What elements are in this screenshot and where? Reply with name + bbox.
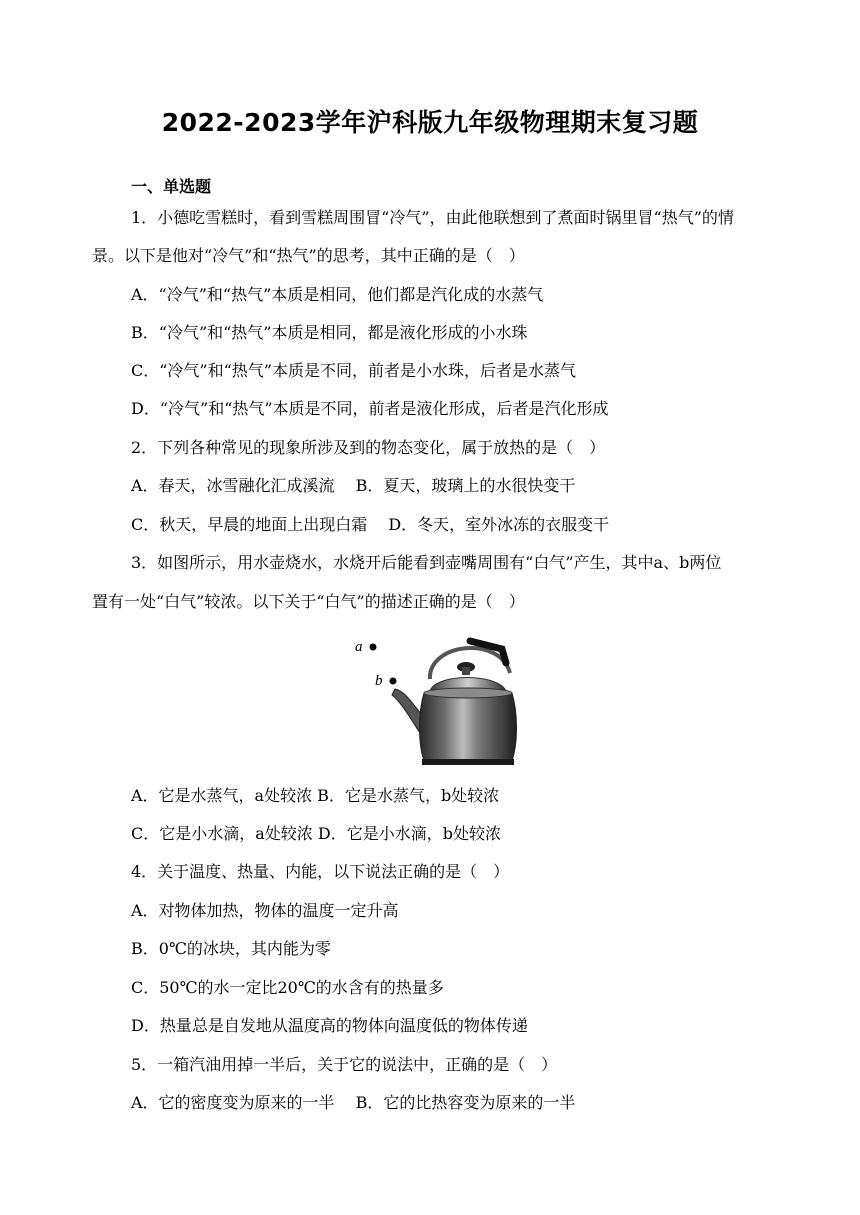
label-a: a (355, 639, 363, 655)
q3-stem-line2: 置有一处“白气”较浓。以下关于“白气”的描述正确的是（ ） (92, 592, 525, 611)
q5-stem: 5．一箱汽油用掉一半后，关于它的说法中，正确的是（ ） (131, 1055, 558, 1074)
kettle-figure (350, 633, 520, 768)
q1-stem-line2: 景。以下是他对“冷气”和“热气”的思考，其中正确的是（ ） (92, 246, 525, 265)
q1-option-b: B．“冷气”和“热气”本质是相同，都是液化形成的小水珠 (131, 323, 528, 342)
q2-options-ab: A．春天，冰雪融化汇成溪流 B．夏天，玻璃上的水很快变干 (131, 476, 576, 495)
q4-option-c: C．50℃的水一定比20℃的水含有的热量多 (131, 978, 444, 997)
q4-stem: 4．关于温度、热量、内能，以下说法正确的是（ ） (131, 862, 510, 881)
label-b: b (375, 673, 383, 689)
point-b-dot (390, 678, 397, 685)
point-a-dot (370, 644, 377, 651)
q4-option-d: D．热量总是自发地从温度高的物体向温度低的物体传递 (131, 1016, 528, 1035)
q4-option-b: B．0℃的冰块，其内能为零 (131, 939, 331, 958)
q5-options-ab: A．它的密度变为原来的一半 B．它的比热容变为原来的一半 (131, 1093, 576, 1112)
page-title: 2022-2023学年沪科版九年级物理期末复习题 (161, 108, 699, 137)
kettle-illustration (350, 633, 520, 768)
q1-stem-line1: 1．小德吃雪糕时，看到雪糕周围冒“冷气”，由此他联想到了煮面时锅里冒“热气”的情 (131, 208, 734, 227)
q3-stem-line1: 3．如图所示，用水壶烧水，水烧开后能看到壶嘴周围有“白气”产生，其中a、b两位 (131, 553, 722, 572)
q3-options-ab: A．它是水蒸气，a处较浓 B．它是水蒸气，b处较浓 (131, 786, 500, 805)
q4-option-a: A．对物体加热，物体的温度一定升高 (131, 901, 399, 920)
q1-option-a: A．“冷气”和“热气”本质是相同，他们都是汽化成的水蒸气 (131, 285, 544, 304)
q3-options-cd: C．它是小水滴，a处较浓 D．它是小水滴，b处较浓 (131, 824, 501, 843)
q2-options-cd: C．秋天，早晨的地面上出现白霜 D．冬天，室外冰冻的衣服变干 (131, 515, 610, 534)
q1-option-c: C．“冷气”和“热气”本质是不同，前者是小水珠，后者是水蒸气 (131, 361, 576, 380)
section-heading: 一、单选题 (131, 177, 212, 196)
q1-option-d: D．“冷气”和“热气”本质是不同，前者是液化形成，后者是汽化形成 (131, 399, 609, 418)
q2-stem: 2．下列各种常见的现象所涉及到的物态变化，属于放热的是（ ） (131, 438, 606, 457)
